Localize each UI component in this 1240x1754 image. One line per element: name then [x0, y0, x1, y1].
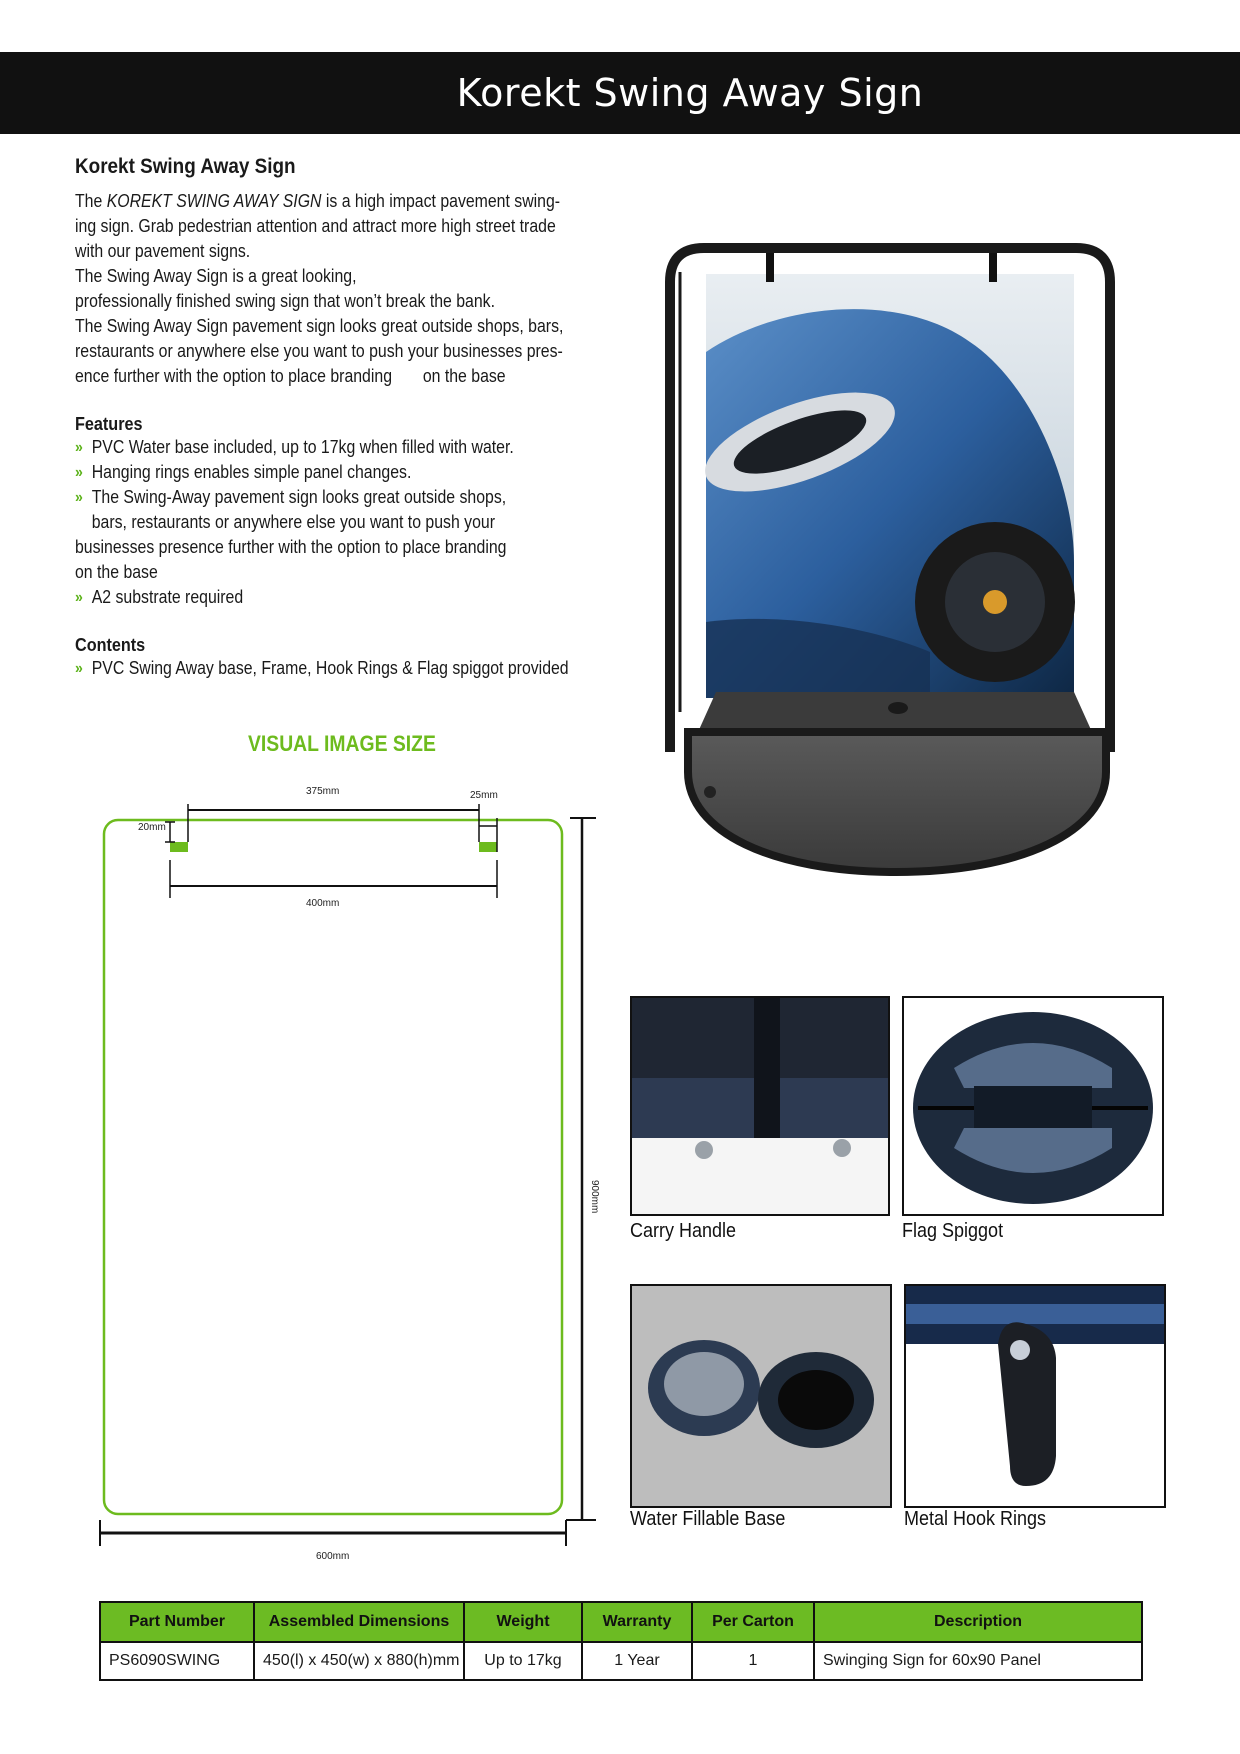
water-base-image [630, 1284, 892, 1508]
table-header-row [100, 1602, 1142, 1642]
list-item-continued: businesses presence further with the option to place branding [75, 537, 507, 557]
col-warranty: Warranty [582, 1602, 692, 1642]
intro-line: ence further with the option to place branding on the base [75, 366, 506, 386]
col-per-carton: Per Carton [692, 1602, 814, 1642]
dim-label-400: 400mm [306, 898, 340, 909]
bullet-chevron-icon: » [75, 439, 83, 456]
intro-prefix: The [75, 191, 107, 211]
water-base-photo [632, 1286, 890, 1506]
intro-paragraph [75, 189, 615, 389]
list-item-continued: on the base [75, 562, 158, 582]
hook-rings-caption: Metal Hook Rings [904, 1508, 1047, 1530]
header-bar [0, 52, 1240, 134]
list-item-continued: bars, restaurants or anywhere else you want to push your [91, 512, 495, 532]
intro-line1-rest: is a high impact pavement swing- [321, 191, 561, 211]
hook-rings-photo [906, 1286, 1164, 1506]
cell-warranty: 1 Year [582, 1642, 692, 1680]
dim-label-900: 900mm [589, 1180, 600, 1214]
dim-label-25: 25mm [470, 790, 498, 801]
hook-slot-left [170, 842, 188, 852]
intro-line: with our pavement signs. [75, 241, 251, 261]
visual-size-diagram [0, 760, 640, 1560]
bullet-chevron-icon: » [75, 660, 83, 677]
col-weight: Weight [464, 1602, 582, 1642]
flag-spiggot-photo [904, 998, 1162, 1214]
dim-label-20: 20mm [138, 822, 166, 833]
swing-sign-product-image [640, 232, 1160, 932]
list-item: » PVC Swing Away base, Frame, Hook Rings & Flag spiggot provided [75, 656, 615, 681]
intro-line: restaurants or anywhere else you want to push your businesses pres- [75, 341, 563, 361]
contents-heading: Contents [75, 635, 146, 655]
col-assembled-dimensions: Assembled Dimensions [254, 1602, 464, 1642]
intro-heading: Korekt Swing Away Sign [75, 155, 296, 178]
contents-list [75, 656, 615, 681]
bullet-chevron-icon: » [75, 589, 83, 606]
list-item: » A2 substrate required [75, 585, 615, 610]
page-title: Korekt Swing Away Sign [456, 71, 924, 115]
water-base-caption: Water Fillable Base [630, 1508, 786, 1530]
features-heading: Features [75, 414, 143, 434]
intro-line: professionally finished swing sign that won’t break the bank. [75, 291, 496, 311]
intro-line: ing sign. Grab pedestrian attention and attract more high street trade [75, 216, 556, 236]
product-name: KOREKT SWING AWAY SIGN [106, 191, 322, 211]
table-row [100, 1642, 1142, 1680]
intro-line: The Swing Away Sign is a great looking, [75, 266, 357, 286]
visual-size-title: VISUAL IMAGE SIZE [248, 731, 436, 756]
intro-line: The Swing Away Sign pavement sign looks great outside shops, bars, [75, 316, 564, 336]
features-list [75, 435, 615, 610]
bullet-chevron-icon: » [75, 464, 83, 481]
flag-spiggot-image [902, 996, 1164, 1216]
carry-handle-caption: Carry Handle [630, 1220, 737, 1242]
cell-description: Swinging Sign for 60x90 Panel [814, 1642, 1142, 1680]
dim-label-600: 600mm [316, 1551, 350, 1560]
dim-label-375: 375mm [306, 786, 340, 797]
flag-spiggot-caption: Flag Spiggot [902, 1220, 1004, 1242]
intro-section [75, 155, 615, 681]
specs-table [99, 1601, 1143, 1681]
bullet-chevron-icon: » [75, 489, 83, 506]
cell-assembled-dimensions: 450(l) x 450(w) x 880(h)mm [254, 1642, 464, 1680]
carry-handle-photo [632, 998, 888, 1214]
hook-rings-image [904, 1284, 1166, 1508]
panel-outline [104, 820, 562, 1514]
cell-per-carton: 1 [692, 1642, 814, 1680]
intro-line [75, 189, 615, 214]
list-item: » The Swing-Away pavement sign looks great outside shops, [75, 485, 615, 510]
hook-slot-right [479, 842, 497, 852]
col-description: Description [814, 1602, 1142, 1642]
col-part-number: Part Number [100, 1602, 254, 1642]
list-item: » PVC Water base included, up to 17kg when filled with water. [75, 435, 615, 460]
cell-part-number: PS6090SWING [100, 1642, 254, 1680]
cell-weight: Up to 17kg [464, 1642, 582, 1680]
carry-handle-image [630, 996, 890, 1216]
list-item: » Hanging rings enables simple panel changes. [75, 460, 615, 485]
